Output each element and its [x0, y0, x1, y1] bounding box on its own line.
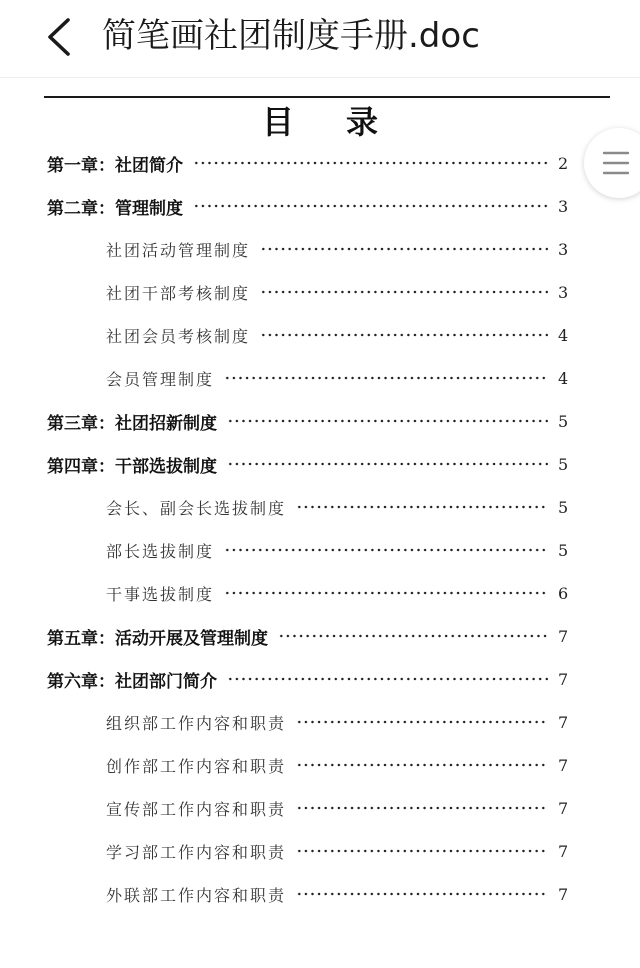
- toc-page-number: 6: [558, 583, 569, 603]
- toc-section-entry[interactable]: [0, 229, 640, 269]
- toc-dot-leader: [296, 806, 548, 810]
- toc-dot-leader: [260, 247, 548, 251]
- toc-entry-label: 第六章：社团部门简介: [47, 671, 217, 692]
- toc-entry-label: 学习部工作内容和职责: [106, 842, 287, 862]
- toc-section-entry[interactable]: [0, 788, 640, 828]
- toc-dot-leader: [296, 849, 548, 853]
- toc-entry-label: 会长、副会长选拔制度: [106, 498, 287, 518]
- toc-dot-leader: [227, 462, 548, 466]
- top-bar: [0, 0, 640, 78]
- chevron-left-icon: [40, 14, 84, 60]
- toc-entry-label: 第一章：社团简介: [47, 155, 183, 176]
- toc-section-entry[interactable]: [0, 315, 640, 355]
- toc-entry-label: 外联部工作内容和职责: [106, 885, 287, 905]
- toc-page-number: 3: [558, 239, 569, 259]
- toc-section-entry[interactable]: [0, 874, 640, 914]
- toc-page-number: 7: [558, 712, 569, 732]
- toc-page-number: 4: [558, 325, 569, 345]
- menu-lines-icon: [602, 150, 630, 176]
- toc-page-number: 4: [558, 368, 569, 388]
- toc-dot-leader: [296, 720, 548, 724]
- toc-entry-label: 社团会员考核制度: [106, 326, 251, 346]
- toc-page-number: 7: [558, 798, 569, 818]
- toc-section-entry[interactable]: [0, 272, 640, 312]
- toc-section-entry[interactable]: [0, 573, 640, 613]
- toc-chapter-entry[interactable]: [0, 659, 640, 699]
- toc-entry-label: 第二章：管理制度: [47, 198, 183, 219]
- toc-dot-leader: [278, 634, 548, 638]
- toc-dot-leader: [296, 892, 548, 896]
- toc-dot-leader: [296, 505, 548, 509]
- toc-dot-leader: [193, 161, 548, 165]
- toc-section-entry[interactable]: [0, 487, 640, 527]
- toc-dot-leader: [296, 763, 548, 767]
- toc-page-number: 7: [558, 669, 569, 689]
- toc-section-entry[interactable]: [0, 358, 640, 398]
- toc-section-entry[interactable]: [0, 745, 640, 785]
- toc-dot-leader: [260, 290, 548, 294]
- toc-dot-leader: [193, 204, 548, 208]
- toc-page-number: 5: [558, 411, 569, 431]
- toc-page-number: 3: [558, 196, 569, 216]
- toc-dot-leader: [224, 376, 548, 380]
- toc-dot-leader: [227, 677, 548, 681]
- toc-entry-label: 组织部工作内容和职责: [106, 713, 287, 733]
- toc-entry-label: 社团干部考核制度: [106, 283, 251, 303]
- toc-chapter-entry[interactable]: [0, 616, 640, 656]
- toc-chapter-entry[interactable]: [0, 143, 640, 183]
- toc-dot-leader: [224, 548, 548, 552]
- toc-section-entry[interactable]: [0, 530, 640, 570]
- toc-entry-label: 创作部工作内容和职责: [106, 756, 287, 776]
- document-title: 简笔画社团制度手册.doc: [102, 16, 480, 56]
- toc-entry-label: 社团活动管理制度: [106, 240, 251, 260]
- toc-entry-label: 第五章：活动开展及管理制度: [47, 628, 268, 649]
- toc-page-number: 7: [558, 755, 569, 775]
- toc-page-number: 5: [558, 497, 569, 517]
- toc-page-number: 3: [558, 282, 569, 302]
- toc-section-entry[interactable]: [0, 831, 640, 871]
- header-rule: [44, 96, 610, 98]
- toc-chapter-entry[interactable]: [0, 186, 640, 226]
- toc-chapter-entry[interactable]: [0, 444, 640, 484]
- toc-entry-label: 会员管理制度: [106, 369, 215, 389]
- toc-dot-leader: [227, 419, 548, 423]
- toc-dot-leader: [260, 333, 548, 337]
- document-page[interactable]: [0, 79, 640, 968]
- toc-entry-label: 宣传部工作内容和职责: [106, 799, 287, 819]
- toc-entry-label: 部长选拔制度: [106, 541, 215, 561]
- toc-heading: 目录: [261, 103, 430, 141]
- toc-page-number: 7: [558, 626, 569, 646]
- back-button[interactable]: [40, 14, 84, 60]
- toc-page-number: 7: [558, 884, 569, 904]
- toc-chapter-entry[interactable]: [0, 401, 640, 441]
- toc-page-number: 5: [558, 540, 569, 560]
- toc-entry-label: 第三章：社团招新制度: [47, 413, 217, 434]
- toc-dot-leader: [224, 591, 548, 595]
- toc-section-entry[interactable]: [0, 702, 640, 742]
- toc-entry-label: 干事选拔制度: [106, 584, 215, 604]
- toc-page-number: 7: [558, 841, 569, 861]
- toc-page-number: 5: [558, 454, 569, 474]
- toc-entry-label: 第四章：干部选拔制度: [47, 456, 217, 477]
- toc-page-number: 2: [558, 153, 569, 173]
